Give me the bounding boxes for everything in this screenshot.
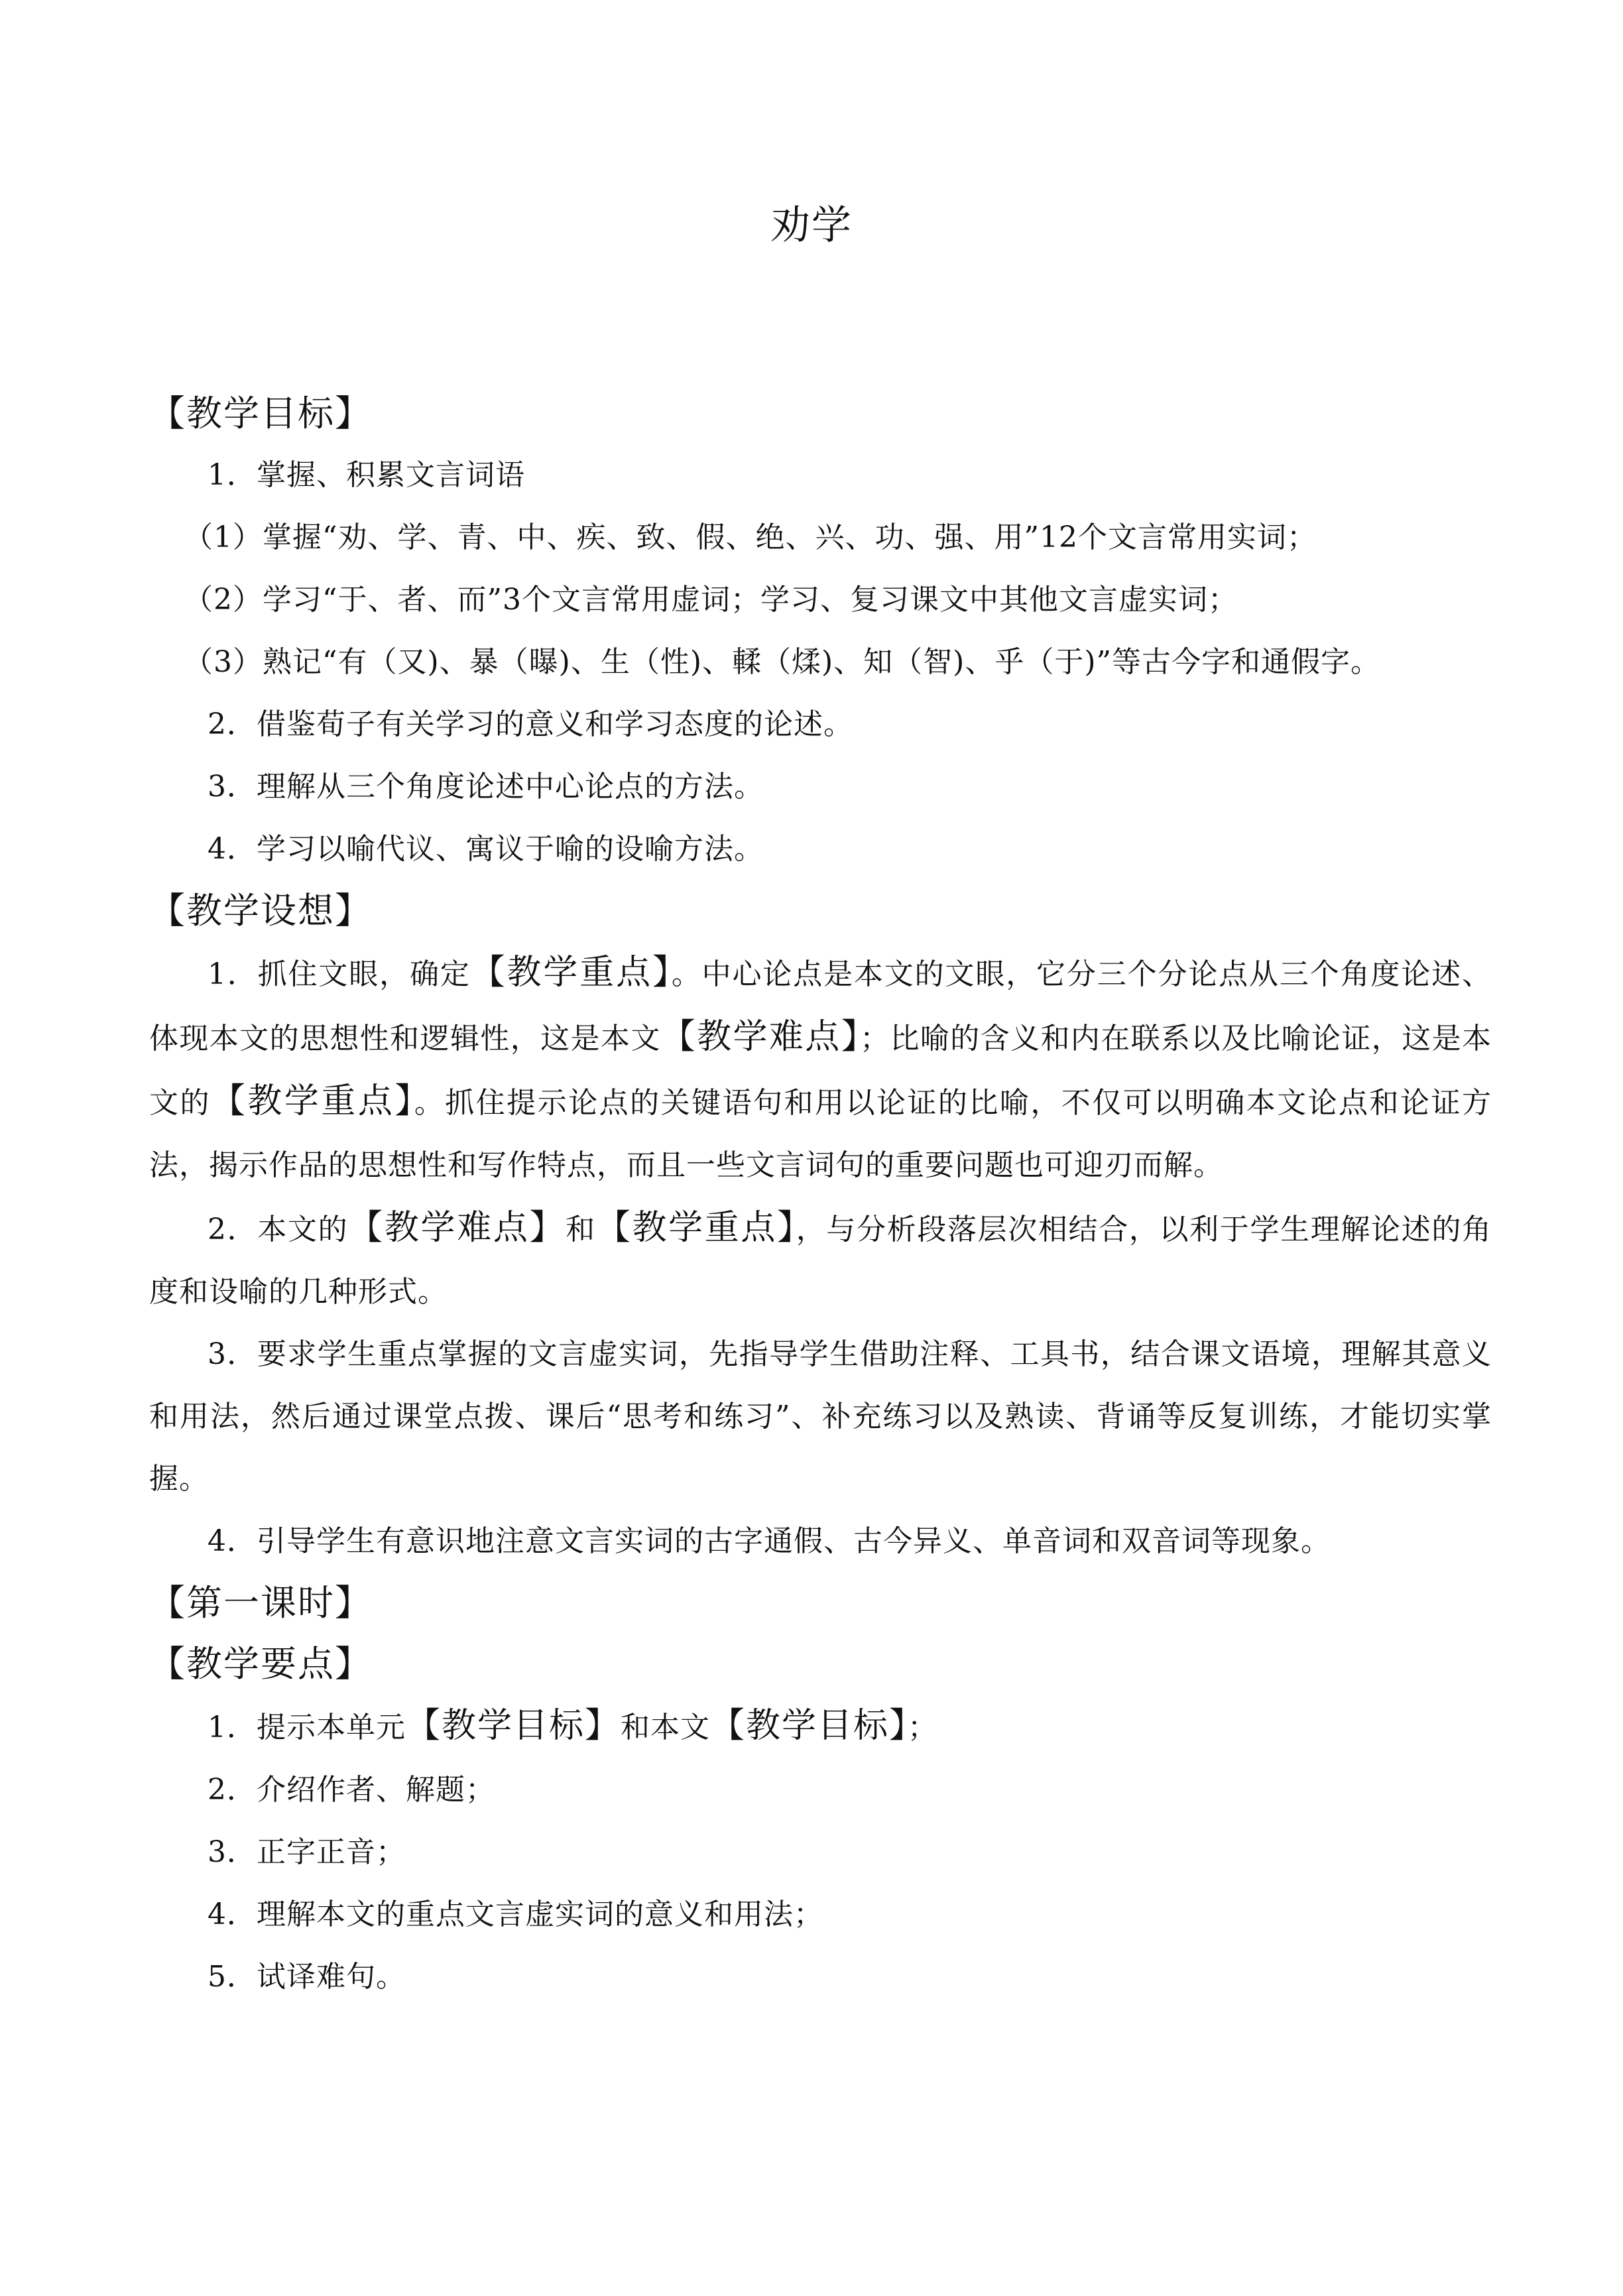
design-item-3: 3．要求学生重点掌握的文言虚实词，先指导学生借助注释、工具书，结合课文语境，理解其意义和用法，然后通过课堂点拨、课后“思考和练习”、补充练习以及熟读、背诵等反复训练，才能切实掌握。 (149, 1337, 1492, 1496)
keyword-teaching-difficulty: 【教学难点】 (348, 1208, 566, 1248)
design-item-2-text-a: 2．本文的 (208, 1213, 349, 1246)
design-item-1-text-a: 1．抓住文眼，确定 (208, 957, 471, 991)
keyword-teaching-objectives: 【教学目标】 (406, 1706, 621, 1746)
document-body (149, 383, 1492, 2008)
points-item-1-text-c: ； (908, 1711, 938, 1744)
points-item-1-text-a: 1．提示本单元 (208, 1711, 406, 1744)
section-heading-objectives: 【教学目标】 (149, 393, 372, 434)
points-item-2: 2．介绍作者、解题； (208, 1773, 495, 1807)
section-heading-points: 【教学要点】 (149, 1643, 372, 1685)
points-item-1-text-b: 和本文 (621, 1711, 711, 1744)
points-item-5: 5．试译难句。 (208, 1960, 406, 1994)
section-heading-design: 【教学设想】 (149, 890, 372, 932)
keyword-teaching-focus: 【教学重点】 (470, 953, 672, 993)
design-item-2 (149, 1197, 1492, 1323)
objective-subitem-2: （2）学习“于、者、而”3个文言常用虚词；学习、复习课文中其他文言虚实词； (184, 583, 1238, 617)
design-item-1-text-d: 。抓住提示论点的关键语句和用以论证的比喻，不仅可以明确本文论点和论证方法，揭示作品的思想性和写作特点，而且一些文言词句的重要问题也可迎刃而解。 (149, 1086, 1492, 1182)
objective-item-4: 4．学习以喻代议、寓议于喻的设喻方法。 (208, 832, 764, 866)
keyword-teaching-focus: 【教学重点】 (595, 1208, 796, 1248)
objective-item-1: 1．掌握、积累文言词语 (208, 458, 525, 492)
points-item-1 (149, 1695, 1492, 1759)
keyword-teaching-difficulty: 【教学难点】 (660, 1017, 861, 1057)
design-item-1-text-c: ；比喻的含义和内在联系以及比喻论证，这是本文的 (149, 1022, 1492, 1120)
design-item-1-text-b: 。中心论点是本文的文眼，它分三个分论点从三个角度论述、体现本文的思想性和逻辑性，这是本文 (149, 957, 1492, 1056)
design-item-2-text-b: 和 (566, 1213, 596, 1246)
objective-item-2: 2．借鉴荀子有关学习的意义和学习态度的论述。 (208, 707, 853, 741)
keyword-teaching-focus: 【教学重点】 (210, 1081, 414, 1121)
document-title: 劝学 (770, 202, 853, 249)
objective-item-3: 3．理解从三个角度论述中心论点的方法。 (208, 770, 764, 804)
section-heading-lesson-1: 【第一课时】 (149, 1582, 372, 1624)
objective-subitem-3: （3）熟记“有（又)、暴（曝)、生（性)、輮（煣)、知（智)、乎（于)”等古今字和通假字。 (184, 645, 1380, 679)
points-item-4: 4．理解本文的重点文言虚实词的意义和用法； (208, 1898, 823, 1931)
design-item-2-text-c: ，与分析段落层次相结合，以利于学生理解论述的角度和设喻的几种形式。 (149, 1213, 1492, 1309)
points-item-3: 3．正字正音； (208, 1835, 406, 1869)
design-item-4: 4．引导学生有意识地注意文言实词的古字通假、古今异义、单音词和双音词等现象。 (208, 1524, 1331, 1558)
keyword-teaching-objectives: 【教学目标】 (710, 1706, 908, 1746)
objective-subitem-1: （1）掌握“劝、学、青、中、疾、致、假、绝、兴、功、强、用”12个文言常用实词； (184, 520, 1317, 554)
design-item-1 (149, 941, 1492, 1197)
